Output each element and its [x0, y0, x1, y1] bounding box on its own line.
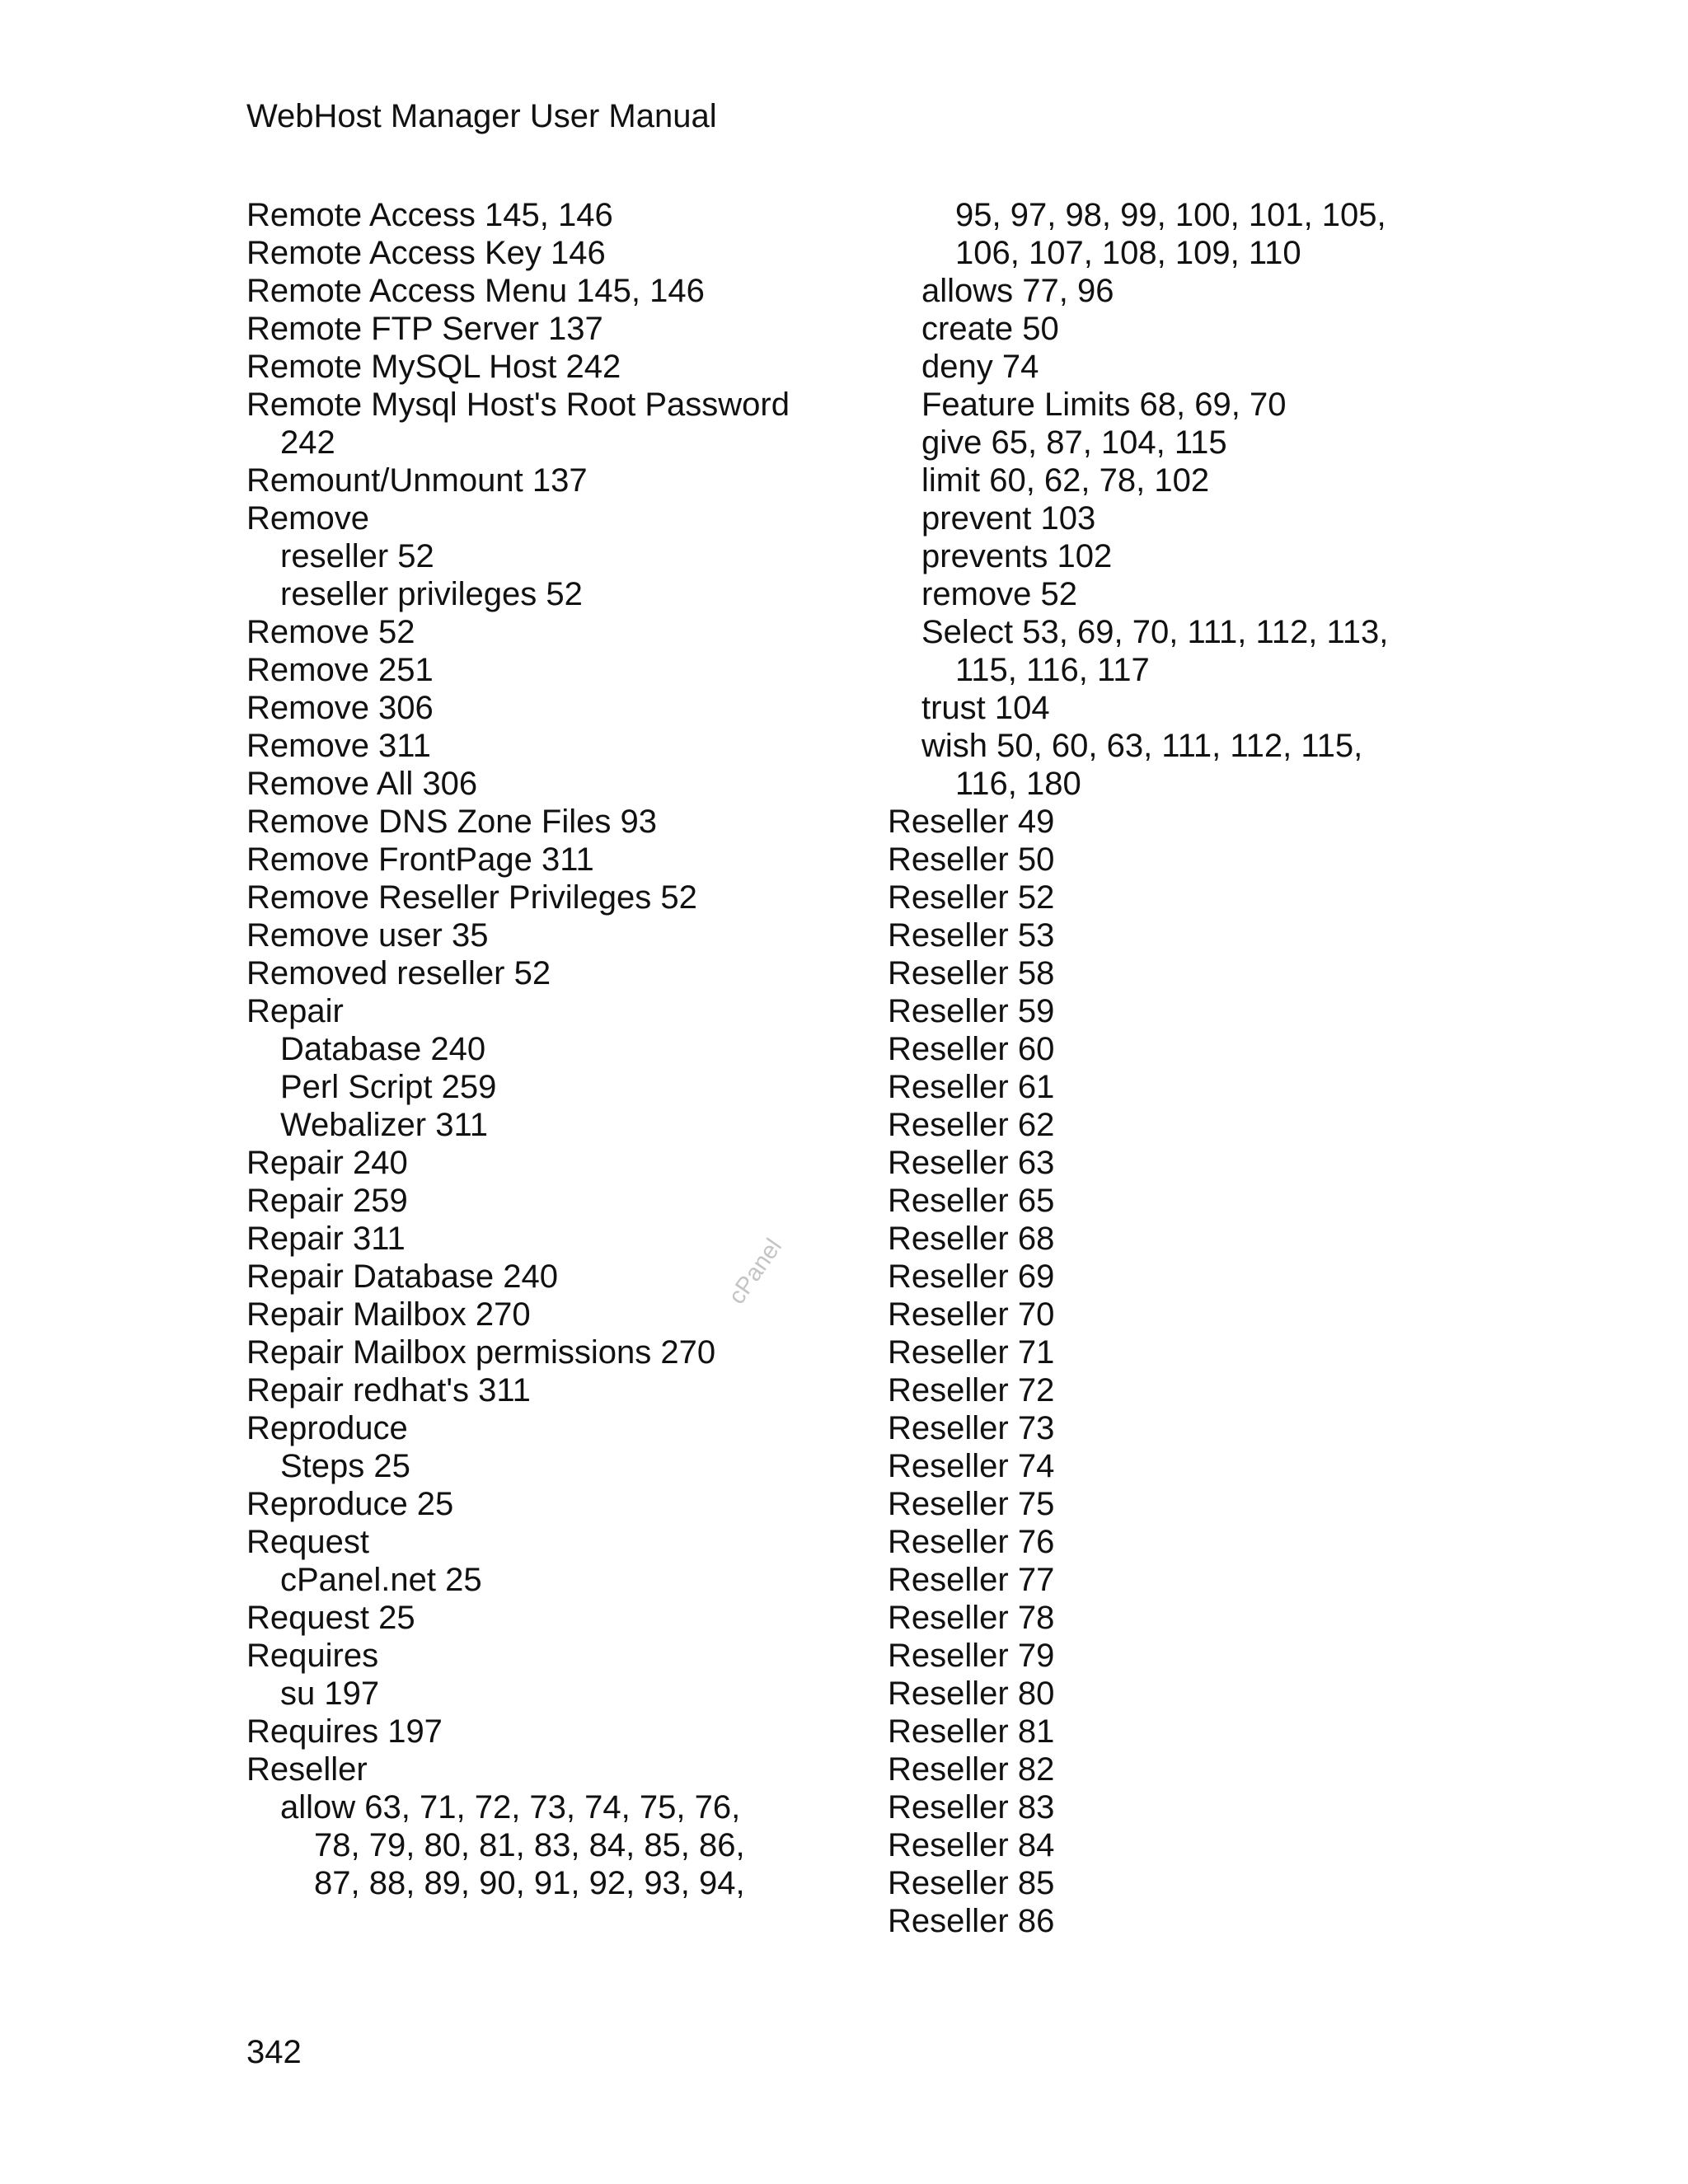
index-entry: Reseller 61 — [888, 1069, 1055, 1105]
index-entry: create 50 — [921, 311, 1059, 347]
index-entry: Reseller 49 — [888, 804, 1055, 840]
index-entry: Reseller 63 — [888, 1145, 1055, 1181]
index-entry: wish 50, 60, 63, 111, 112, 115, — [921, 728, 1363, 764]
index-entry: Reseller 80 — [888, 1675, 1055, 1712]
index-entry: Reseller 50 — [888, 841, 1055, 878]
page-number: 342 — [246, 2034, 302, 2070]
index-entry: Reseller 65 — [888, 1183, 1055, 1219]
index-entry: prevents 102 — [921, 538, 1113, 574]
index-entry: Remove FrontPage 311 — [246, 841, 594, 878]
index-entry: Reseller 77 — [888, 1562, 1055, 1598]
index-entry: Remove DNS Zone Files 93 — [246, 804, 657, 840]
index-entry: Repair Mailbox permissions 270 — [246, 1334, 716, 1371]
index-entry: reseller privileges 52 — [280, 576, 583, 612]
index-entry: Requires 197 — [246, 1713, 443, 1750]
index-entry: Repair Database 240 — [246, 1258, 559, 1295]
index-entry: Remote Mysql Host's Root Password — [246, 387, 790, 423]
index-entry: Request 25 — [246, 1600, 415, 1636]
index-entry: 242 — [280, 424, 335, 461]
index-entry: Reseller 70 — [888, 1296, 1055, 1333]
index-entry: Reseller 69 — [888, 1258, 1055, 1295]
index-entry: Repair 311 — [246, 1221, 406, 1257]
index-entry: Reseller 84 — [888, 1827, 1055, 1863]
index-entry: 106, 107, 108, 109, 110 — [955, 235, 1301, 271]
index-entry: Remove — [246, 500, 369, 537]
index-entry: Remote MySQL Host 242 — [246, 349, 621, 385]
index-entry: limit 60, 62, 78, 102 — [921, 462, 1210, 499]
index-entry: Reseller 60 — [888, 1031, 1055, 1067]
index-entry: Repair Mailbox 270 — [246, 1296, 531, 1333]
index-entry: Reseller 53 — [888, 917, 1055, 954]
index-entry: give 65, 87, 104, 115 — [921, 424, 1227, 461]
index-entry: Reseller 81 — [888, 1713, 1055, 1750]
index-entry: Removed reseller 52 — [246, 955, 551, 991]
index-entry: Reseller 74 — [888, 1448, 1055, 1484]
index-entry: 116, 180 — [955, 766, 1081, 802]
index-entry: allow 63, 71, 72, 73, 74, 75, 76, — [280, 1789, 741, 1825]
index-entry: allows 77, 96 — [921, 273, 1114, 309]
index-entry: Remove user 35 — [246, 917, 489, 954]
index-entry: Reseller 71 — [888, 1334, 1055, 1371]
index-entry: Reseller 68 — [888, 1221, 1055, 1257]
index-entry: reseller 52 — [280, 538, 434, 574]
index-entry: Reseller 79 — [888, 1638, 1055, 1674]
index-entry: 87, 88, 89, 90, 91, 92, 93, 94, — [314, 1865, 745, 1901]
index-entry: Request — [246, 1524, 369, 1560]
index-entry: Reseller 59 — [888, 993, 1055, 1029]
index-entry: 95, 97, 98, 99, 100, 101, 105, — [955, 197, 1386, 233]
index-entry: Reseller 62 — [888, 1107, 1055, 1143]
index-column-left — [246, 196, 873, 1902]
index-entry: Reseller 78 — [888, 1600, 1055, 1636]
index-entry: Reseller 76 — [888, 1524, 1055, 1560]
index-entry: Remote FTP Server 137 — [246, 311, 603, 347]
index-entry: 78, 79, 80, 81, 83, 84, 85, 86, — [314, 1827, 745, 1863]
index-entry: Reseller 85 — [888, 1865, 1055, 1901]
index-column-right — [888, 196, 1514, 1940]
index-entry: Reseller — [246, 1751, 368, 1788]
index-entry: Repair redhat's 311 — [246, 1372, 531, 1408]
index-entry: su 197 — [280, 1675, 380, 1712]
index-entry: Remove Reseller Privileges 52 — [246, 879, 697, 916]
index-entry: Remote Access Key 146 — [246, 235, 606, 271]
index-entry: Reseller 58 — [888, 955, 1055, 991]
watermark: cPanel — [724, 1234, 788, 1310]
index-entry: Remove 306 — [246, 690, 434, 726]
index-entry: Reseller 75 — [888, 1486, 1055, 1522]
index-entry: Requires — [246, 1638, 379, 1674]
index-entry: Remove 52 — [246, 614, 415, 650]
index-entry: deny 74 — [921, 349, 1039, 385]
index-entry: Reproduce 25 — [246, 1486, 454, 1522]
index-entry: Remount/Unmount 137 — [246, 462, 588, 499]
index-entry: 115, 116, 117 — [955, 652, 1150, 688]
index-entry: cPanel.net 25 — [280, 1562, 482, 1598]
index-entry: Webalizer 311 — [280, 1107, 488, 1143]
index-entry: Select 53, 69, 70, 111, 112, 113, — [921, 614, 1389, 650]
page-header-title: WebHost Manager User Manual — [246, 98, 717, 134]
index-entry: Repair 259 — [246, 1183, 408, 1219]
index-entry: Remote Access 145, 146 — [246, 197, 613, 233]
index-entry: Repair — [246, 993, 344, 1029]
index-entry: Feature Limits 68, 69, 70 — [921, 387, 1287, 423]
index-entry: prevent 103 — [921, 500, 1096, 537]
index-entry: Reseller 72 — [888, 1372, 1055, 1408]
index-entry: Reseller 83 — [888, 1789, 1055, 1825]
index-entry: Remote Access Menu 145, 146 — [246, 273, 705, 309]
index-entry: remove 52 — [921, 576, 1077, 612]
index-entry: Reseller 86 — [888, 1903, 1055, 1939]
index-entry: Steps 25 — [280, 1448, 410, 1484]
index-entry: trust 104 — [921, 690, 1050, 726]
index-entry: Database 240 — [280, 1031, 486, 1067]
index-entry: Perl Script 259 — [280, 1069, 497, 1105]
index-entry: Reseller 82 — [888, 1751, 1055, 1788]
index-entry: Reseller 52 — [888, 879, 1055, 916]
index-entry: Remove 311 — [246, 728, 431, 764]
index-entry: Remove All 306 — [246, 766, 478, 802]
index-entry: Reseller 73 — [888, 1410, 1055, 1446]
index-entry: Repair 240 — [246, 1145, 408, 1181]
index-entry: Reproduce — [246, 1410, 408, 1446]
index-entry: Remove 251 — [246, 652, 434, 688]
